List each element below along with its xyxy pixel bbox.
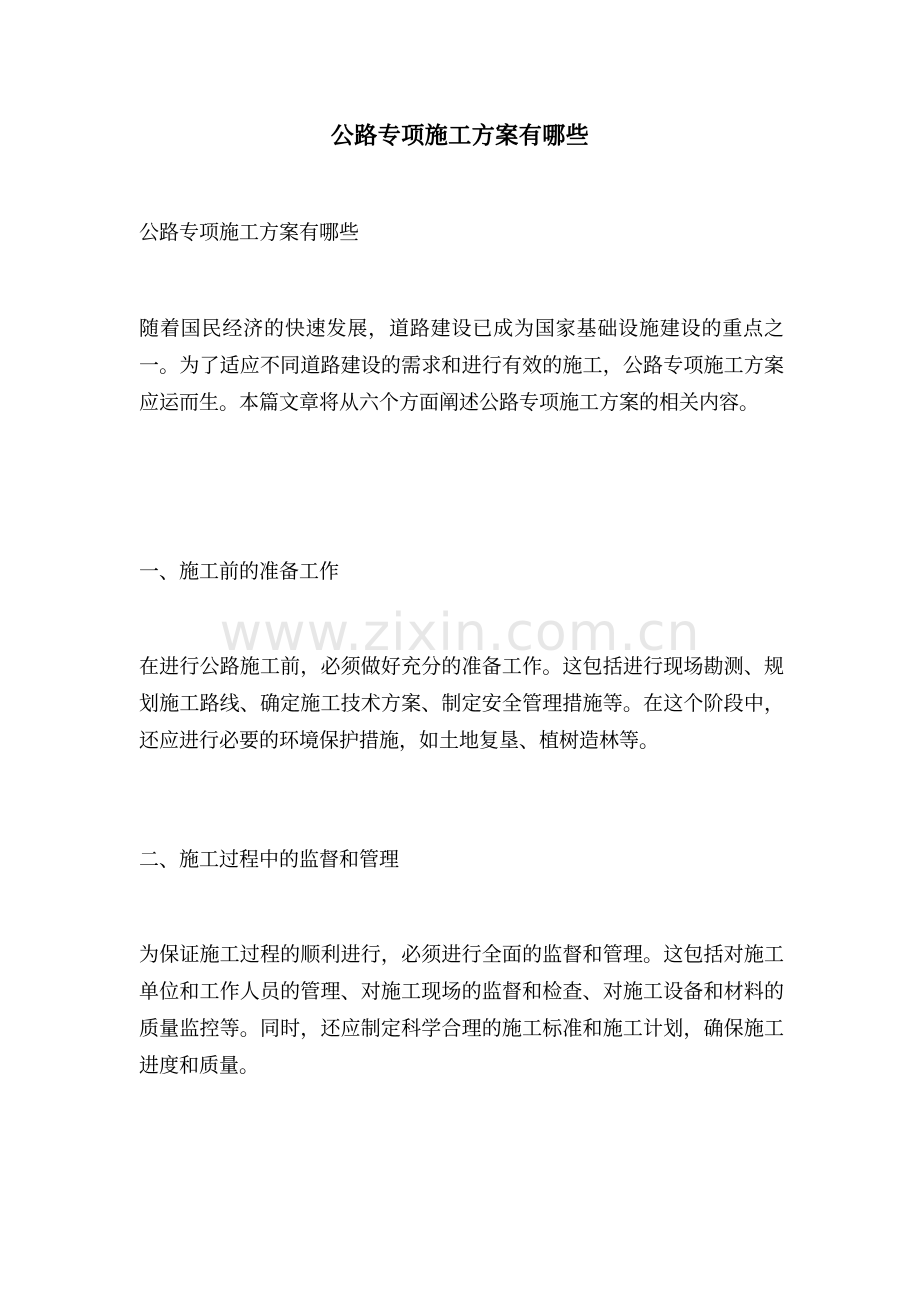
document-title: 公路专项施工方案有哪些 <box>330 122 590 149</box>
section-heading-1: 一、施工前的准备工作 <box>139 559 339 583</box>
watermark: www.zixin.com.cn <box>219 603 701 663</box>
section-body-1: 在进行公路施工前，必须做好充分的准备工作。这包括进行现场勘测、规划施工路线、确定施工技术方案、制定安全管理措施等。在这个阶段中，还应进行必要的环境保护措施，如土地复垦、植树造林等。 <box>139 654 784 752</box>
section-body-2: 为保证施工过程的顺利进行，必须进行全面的监督和管理。这包括对施工单位和工作人员的管理、对施工现场的监督和检查、对施工设备和材料的质量监控等。同时，还应制定科学合理的施工标准和施工计划，确保施工进度和质量。 <box>139 942 784 1077</box>
section-heading-2: 二、施工过程中的监督和管理 <box>139 847 399 871</box>
intro-paragraph: 随着国民经济的快速发展，道路建设已成为国家基础设施建设的重点之一。为了适应不同道路建设的需求和进行有效的施工，公路专项施工方案应运而生。本篇文章将从六个方面阐述公路专项施工方案的相关内容。 <box>139 316 784 414</box>
document-subtitle: 公路专项施工方案有哪些 <box>139 220 359 244</box>
